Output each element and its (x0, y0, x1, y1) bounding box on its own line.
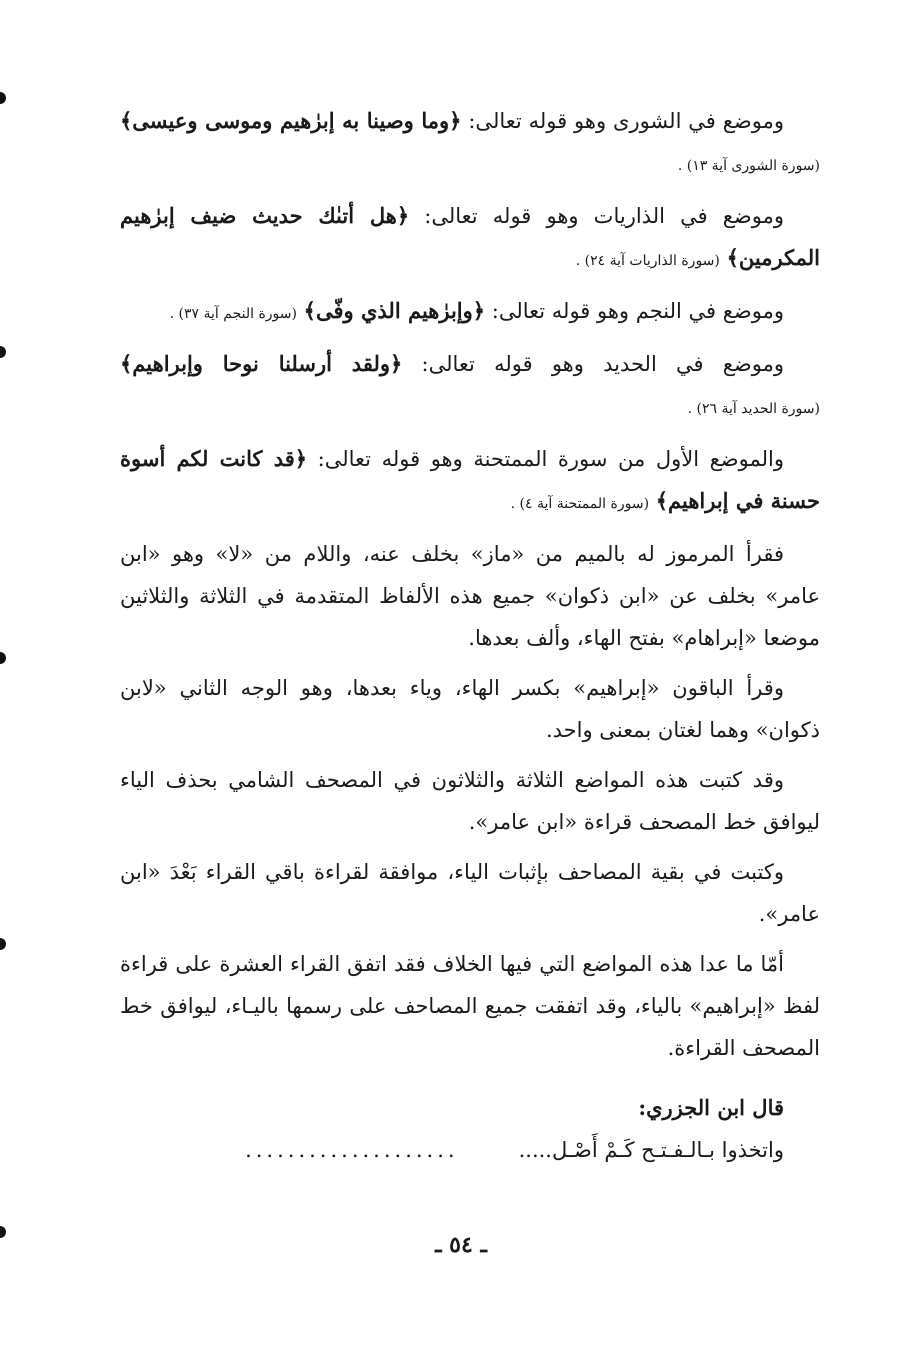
page-body (120, 100, 820, 1171)
poem-title: قال ابن الجزري: (638, 1095, 784, 1120)
paragraph-shura (120, 100, 820, 187)
surah-reference: (سورة الحديد آية ٢٦) . (687, 401, 820, 417)
poem-verse (120, 1129, 820, 1171)
surah-reference: (سورة الممتحنة آية ٤) . (510, 496, 650, 512)
surah-reference: (سورة الذاريات آية ٢٤) . (575, 253, 720, 269)
paragraph-others-reading: وقرأ الباقون «إبراهيم» بكسر الهاء، وياء بعدها، وهو الوجه الثاني «لابن ذكوان» وهما لغتان بمعنى واحد. (120, 676, 820, 742)
paragraph-intro: وموضع في الذاريات وهو قوله تعالى: (424, 204, 784, 228)
quran-quote: ﴿وما وصينا به إبرٰهيم وموسى وعيسى﴾ (120, 108, 462, 133)
paragraph-dhariyat (120, 195, 820, 282)
verse-second-half: .................... (245, 1138, 459, 1162)
paragraph-agreement: أمّا ما عدا هذه المواضع التي فيها الخلاف فقد اتفق القراء العشرة على قراءة لفظ «إبراهيم» بالياء، وقد اتفقت جميع المصاحف على رسمها باليـاء، ليوافق خط المصحف القراءة. (120, 952, 820, 1060)
quran-quote: ﴿قد كانت لكم أسوة حسنة في إبراهيم﴾ (120, 446, 820, 513)
paragraph-intro: وموضع في الشورى وهو قوله تعالى: (468, 109, 784, 133)
margin-mark (0, 346, 6, 358)
margin-mark (0, 92, 6, 104)
quran-quote: ﴿ولقد أرسلنا نوحا وإبراهيم﴾ (120, 351, 403, 376)
margin-mark (0, 652, 6, 664)
paragraph-intro: والموضع الأول من سورة الممتحنة وهو قوله تعالى: (317, 447, 784, 471)
paragraph-intro: وموضع في الحديد وهو قوله تعالى: (421, 352, 784, 376)
quran-quote: ﴿هل أتىٰك حديث ضيف إبرٰهيم المكرمين﴾ (120, 203, 820, 270)
paragraph-najm (120, 290, 820, 335)
paragraph-intro: وموضع في النجم وهو قوله تعالى: (491, 299, 784, 323)
paragraph-mumtahanah (120, 438, 820, 525)
surah-reference: (سورة الشورى آية ١٣) . (677, 158, 820, 174)
page-number: ـ ٥٤ ـ (435, 1232, 487, 1258)
verse-first-half: واتخذوا بـالـفـتـح كَـمْ أَصْـل..... (518, 1138, 784, 1162)
paragraph-shami-mushaf: وقد كتبت هذه المواضع الثلاثة والثلاثون في المصحف الشامي بحذف الياء ليوافق خط المصحف قراءة «ابن عامر». (120, 768, 820, 834)
paragraph-other-masahif: وكتبت في بقية المصاحف بإثبات الياء، موافقة لقراءة باقي القراء بَعْدَ «ابن عامر». (120, 860, 820, 926)
paragraph-hadid (120, 343, 820, 430)
margin-mark (0, 938, 6, 950)
paragraph-readings: فقرأ المرموز له بالميم من «ماز» بخلف عنه، واللام من «لا» وهو «ابن عامر» بخلف عن «ابن ذكوان» جميع هذه الألفاظ المتقدمة في الثلاثة والثلاثين موضعا «إبراهام» بفتح الهاء، وألف بعدها. (120, 542, 820, 650)
surah-reference: (سورة النجم آية ٣٧) . (169, 306, 297, 322)
quran-quote: ﴿وإبرٰهيم الذي وفّى﴾ (303, 298, 486, 323)
